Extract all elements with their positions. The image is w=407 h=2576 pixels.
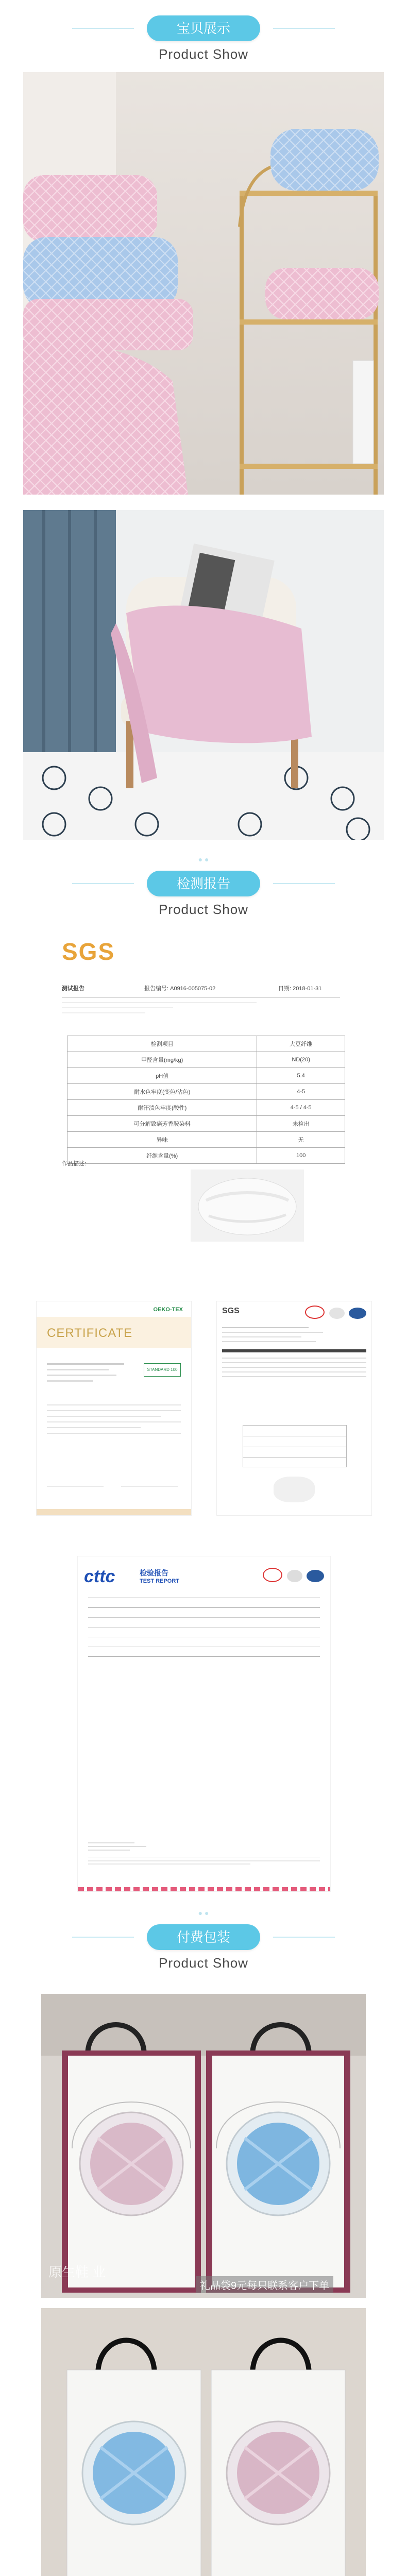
accreditation-logos (261, 1568, 324, 1585)
result-table (243, 1425, 347, 1467)
table-row: 检测项目 大豆纤维 (67, 1036, 345, 1052)
cttc-title-en: TEST REPORT (140, 1578, 180, 1584)
oeko-tex-brand: OEKO-TEX (153, 1307, 183, 1313)
cert-footer-band (37, 1509, 191, 1515)
report-number: 报告编号: A0916-005075-02 (144, 986, 216, 992)
gift-bag-photo-1 (41, 1994, 366, 2298)
signature-lines (47, 1477, 181, 1489)
report-table (88, 1598, 320, 1657)
header-line-right (273, 1937, 335, 1938)
section-title-pill: 检测报告 (147, 871, 260, 896)
sgs-logo: SGS (62, 938, 115, 965)
cert-body-lines (222, 1327, 366, 1381)
section-divider-dots: ● ● (198, 855, 209, 863)
sgs-brand: SGS (222, 1307, 240, 1315)
sgs-test-certificate (216, 1301, 372, 1516)
header-line-left (72, 28, 134, 29)
oeko-tex-certificate (36, 1301, 192, 1516)
cert-text-lines (47, 1363, 124, 1382)
table-row: 耐水色牢度(变色/沾色) 4-5 (67, 1084, 345, 1100)
product-photo-shelf (23, 72, 384, 495)
report-lines (62, 997, 340, 1013)
table-row: 纤维含量(%) 100 (67, 1148, 345, 1164)
report-stripe (78, 1887, 330, 1891)
section-subtitle: Product Show (159, 902, 248, 917)
section-divider-dots: ● ● (198, 1909, 209, 1917)
cert-body-lines (47, 1404, 181, 1438)
sgs-results-table (67, 1036, 345, 1164)
product-photo-shelf-svg (23, 72, 384, 495)
gift-bag-price-note: 礼品袋9元每只联系客户下单 (196, 2276, 333, 2293)
cttc-logo: cttc (84, 1567, 115, 1586)
accreditation-logos (303, 1306, 366, 1321)
section-title-pill: 付费包装 (147, 1924, 260, 1950)
photo-caption: 作品描述: (62, 1161, 87, 1167)
standard-badge: STANDARD 100 (144, 1363, 181, 1377)
cttc-title-cn: 检验报告 (140, 1569, 168, 1577)
gift-bag-photo-2 (41, 2308, 366, 2576)
header-line-right (273, 883, 335, 884)
section-subtitle: Product Show (159, 46, 248, 62)
table-row: 可分解致癌芳香胺染料 未检出 (67, 1116, 345, 1132)
product-photo-chair (23, 510, 384, 840)
header-line-left (72, 883, 134, 884)
section-header-product-show (0, 15, 407, 77)
product-photo-chair-svg (23, 510, 384, 840)
sgs-test-report (41, 922, 366, 1252)
table-row: 异味 无 (67, 1132, 345, 1148)
report-title: 测试报告 (62, 986, 84, 992)
gift-bag-photo-1-svg (41, 1994, 366, 2298)
gift-bag-photo-2-svg (41, 2308, 366, 2576)
table-row: 甲醛含量(mg/kg) ND(20) (67, 1052, 345, 1068)
table-row: pH值 5.4 (67, 1068, 345, 1084)
table-row: 耐汗渍色牢度(酸性) 4-5 / 4-5 (67, 1100, 345, 1116)
certificate-title: CERTIFICATE (47, 1326, 133, 1340)
sample-photo (191, 1170, 304, 1242)
photo-watermark: 原生鞋 业 (48, 2264, 106, 2280)
section-header-gift-packaging (0, 1924, 407, 1986)
header-line-left (72, 1937, 134, 1938)
header-line-right (273, 28, 335, 29)
section-title-pill: 宝贝展示 (147, 15, 260, 41)
section-subtitle: Product Show (159, 1955, 248, 1971)
report-date: 日期: 2018-01-31 (278, 986, 322, 992)
sample-thumbnail (274, 1477, 315, 1502)
cttc-test-report (77, 1556, 331, 1892)
report-footer-lines (88, 1842, 320, 1865)
